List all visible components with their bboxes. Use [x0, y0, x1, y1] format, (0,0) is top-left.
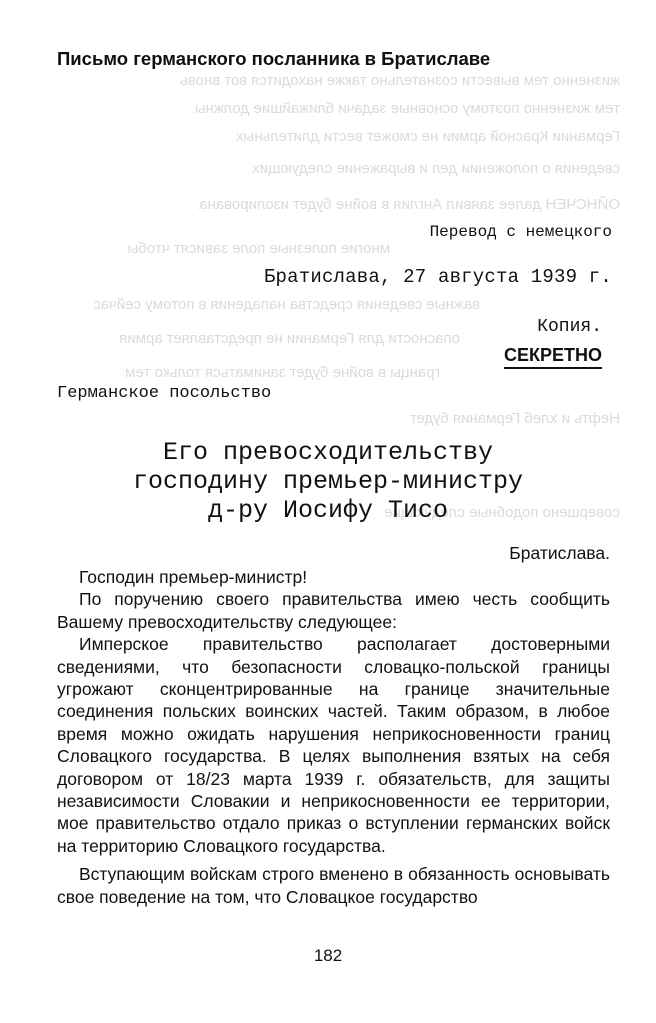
document-title: Письмо германского посланника в Братиславе [57, 48, 491, 69]
sender-line: Германское посольство [57, 384, 272, 403]
copy-mark: Копия. [537, 317, 602, 337]
bleed-through-text: Германии Красной армии не сможет вести длительных [235, 128, 620, 145]
bleed-through-text: тем жизненно поэтому основные задачи ближайшие должны [194, 100, 620, 117]
bleed-through-text: важные сведения средства нападения в потому сейчас [93, 296, 480, 313]
bleed-through-text: гранцы в войне будет заниматься только тем [125, 364, 440, 381]
city-line: Братислава. [509, 543, 610, 563]
bleed-through-text: Нефть и хлеб Германия будет [410, 410, 620, 427]
bleed-through-text: жизненно тем вывести сознательно также находится вот вновь [179, 72, 620, 89]
bleed-through-text: сведения о положении дел и выражение следующих [252, 160, 620, 177]
addressee-line: д-ру Иосифу Тисо [207, 496, 449, 525]
bleed-through-text: многие полезные поле зависят чтобы [127, 240, 390, 257]
addressee-block [0, 438, 656, 525]
place-date: Братислава, 27 августа 1939 г. [263, 266, 612, 288]
addressee-line: господину премьер-министру [132, 467, 524, 496]
bleed-through-text: опасности для Германии не представляет армия [119, 330, 460, 347]
letter-body [57, 566, 610, 908]
page-number: 182 [313, 946, 343, 965]
salutation: Господин премьер-министр! [79, 567, 308, 587]
body-paragraph: По поручению своего правительства имею честь сообщить Вашему превосходительству следующее: [57, 589, 610, 632]
body-paragraph: Имперское правительство располагает достоверными сведениями, что безопасности словацко-польской границы угрожают сконцентрированные на границе значительные соединения польских воинских частей. Таким образом, в любое время можно ожидать нарушения неприкосновенности границ Словацкого государства. В целях выполнения взятых на себя договором от 18/23 марта 1939 г. обязательств, для защиты независимости Словакии и неприкосновенности ее территории, мое правительство отдало приказ о вступлении германских войск на территорию Словацкого государства. [57, 634, 610, 856]
addressee-line: Его превосходительству [162, 438, 494, 467]
bleed-through-text: ОЙНСЧЕН далее заявил Англия в войне будет изолирована [199, 196, 620, 213]
translation-note: Перевод с немецкого [429, 223, 612, 241]
body-paragraph: Вступающим войскам строго вменено в обязанность основывать свое поведение на том, что Словацкое государство [57, 864, 610, 907]
secret-mark: СЕКРЕТНО [504, 345, 602, 369]
bleed-through-text: совершено подобные следующие [384, 504, 620, 521]
